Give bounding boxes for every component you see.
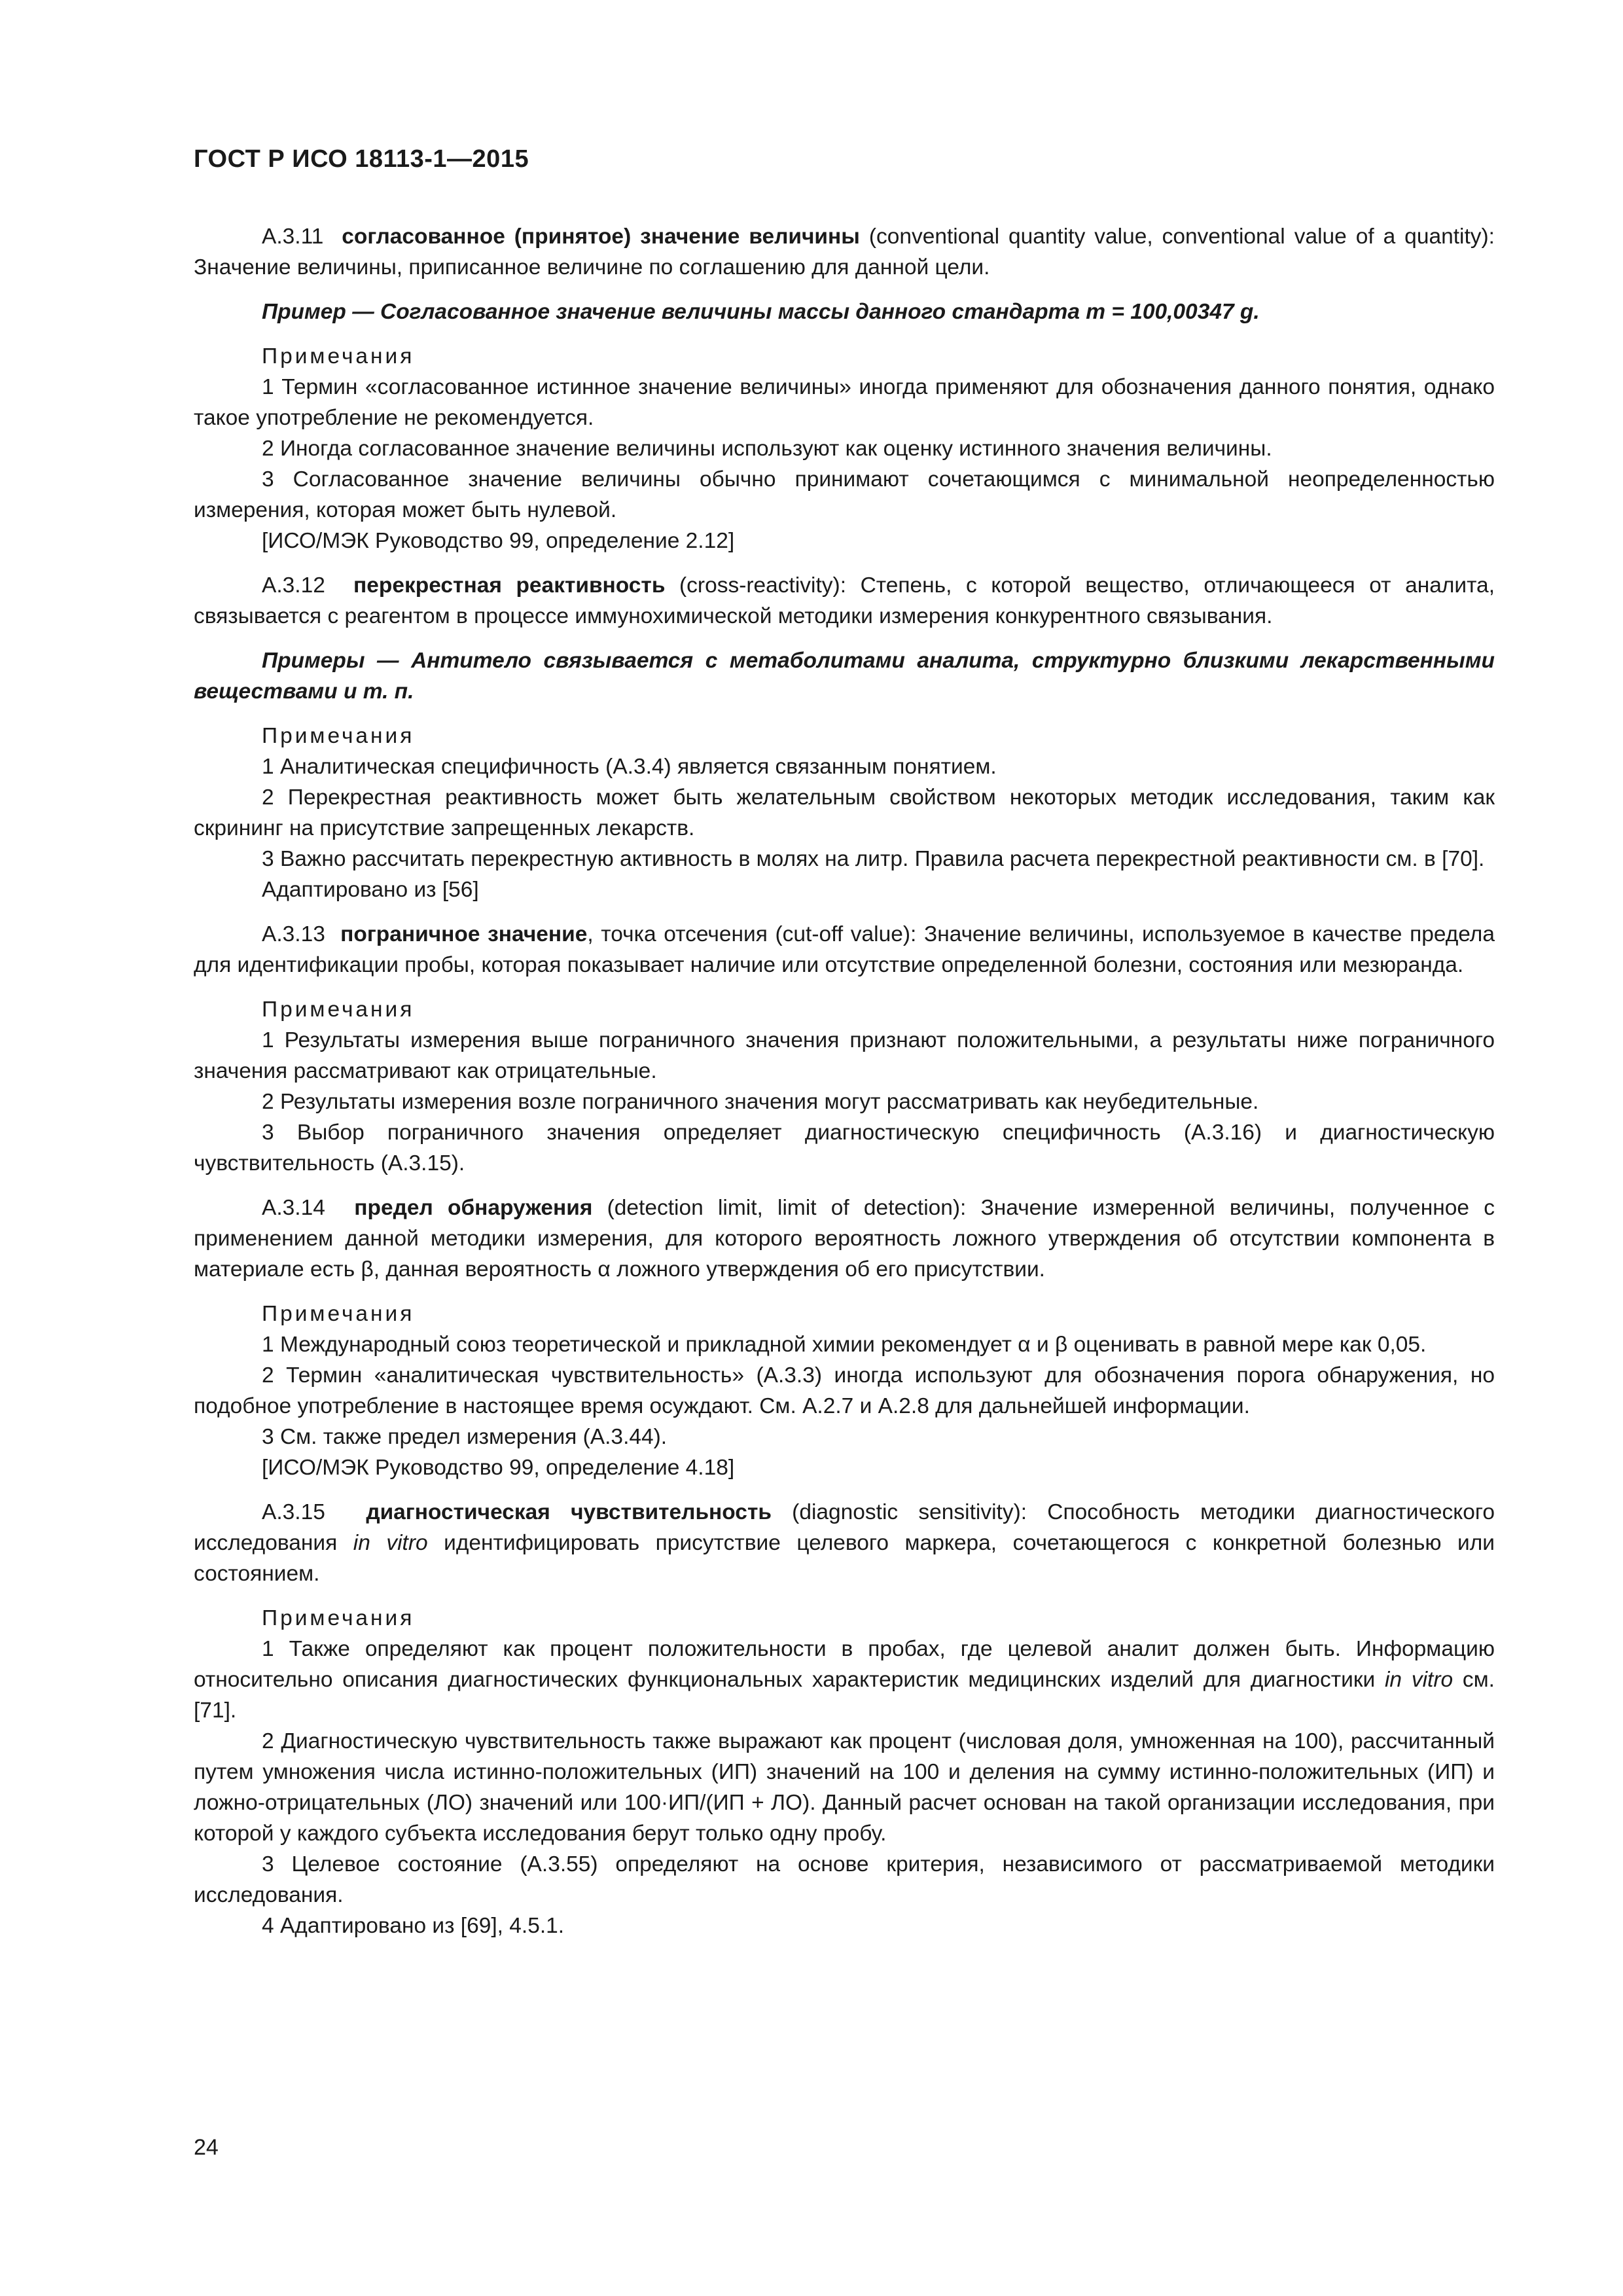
note: 4 Адаптировано из [69], 4.5.1. bbox=[262, 1914, 565, 1938]
term: пограничное значение bbox=[340, 922, 588, 946]
notes-heading: Примечания bbox=[262, 344, 415, 368]
note: 2 Результаты измерения возле пограничного значения могут рассматривать как неубедительные. bbox=[262, 1090, 1259, 1114]
notes-heading: Примечания bbox=[262, 997, 415, 1022]
source-reference: Адаптировано из [56] bbox=[262, 878, 479, 902]
note: 1 Термин «согласованное истинное значение величины» иногда применяют для обозначения данного понятия, однако такое употребление не рекомендуется. bbox=[194, 375, 1495, 430]
definition-text: (diagnostic sensitivity): Способность методики диагностического исследования bbox=[194, 1500, 1495, 1555]
term: предел обнаружения bbox=[354, 1196, 593, 1220]
note: 2 Перекрестная реактивность может быть желательным свойством некоторых методик исследования, таким как скрининг на присутствие запрещенных лекарств. bbox=[194, 785, 1495, 840]
in-vitro-term: in vitro bbox=[1384, 1668, 1454, 1692]
document-header: ГОСТ Р ИСО 18113-1—2015 bbox=[194, 145, 529, 173]
note-text: см. [71]. bbox=[194, 1668, 1495, 1723]
definition-text: (cross-reactivity): Степень, с которой вещество, отличающееся от аналита, связывается с реагентом в процессе иммунохимической методики измерения конкурентного связывания. bbox=[194, 573, 1495, 628]
definition-a311 bbox=[194, 221, 1495, 283]
note: 1 Аналитическая специфичность (А.3.4) является связанным понятием. bbox=[262, 755, 997, 779]
definition-a313 bbox=[194, 919, 1495, 980]
clause-number: А.3.14 bbox=[262, 1196, 325, 1220]
source-reference: [ИСО/МЭК Руководство 99, определение 4.18] bbox=[262, 1456, 735, 1480]
note: 2 Термин «аналитическая чувствительность» (А.3.3) иногда используют для обозначения порога обнаружения, но подобное употребление в настоящее время осуждают. См. А.2.7 и А.2.8 для дальнейшей информации. bbox=[194, 1363, 1495, 1418]
notes-heading: Примечания bbox=[262, 724, 415, 748]
note: 3 Целевое состояние (А.3.55) определяют на основе критерия, независимого от рассматриваемой методики исследования. bbox=[194, 1852, 1495, 1907]
clause-number: А.3.13 bbox=[262, 922, 325, 946]
note: 3 См. также предел измерения (А.3.44). bbox=[262, 1425, 668, 1449]
note: 3 Важно рассчитать перекрестную активность в молях на литр. Правила расчета перекрестной реактивности см. в [70]. bbox=[262, 847, 1485, 871]
definition-text: (detection limit, limit of detection): Значение измеренной величины, полученное с применением данной методики измерения, для которого вероятность ложного утверждения об отсутствии компонента в материале есть β, данная вероятность α ложного утверждения об его присутствии. bbox=[194, 1196, 1495, 1282]
note-text: 1 Также определяют как процент положительности в пробах, где целевой аналит должен быть. Информацию относительно описания диагностических функциональных характеристик медицинских изделий для диагностики bbox=[194, 1637, 1495, 1692]
source-reference: [ИСО/МЭК Руководство 99, определение 2.12] bbox=[262, 529, 735, 553]
clause-number: А.3.15 bbox=[262, 1500, 325, 1524]
note: 1 Международный союз теоретической и прикладной химии рекомендует α и β оценивать в равной мере как 0,05. bbox=[262, 1333, 1427, 1357]
definition-text: идентифицировать присутствие целевого маркера, сочетающегося с конкретной болезнью или состоянием. bbox=[194, 1531, 1495, 1586]
page-number: 24 bbox=[194, 2135, 219, 2160]
document-body bbox=[194, 221, 1495, 1941]
definition-text: , точка отсечения (cut-off value): Значение величины, используемое в качестве предела для идентификации пробы, которая показывает наличие или отсутствие определенной болезни, состояния или мезюранда. bbox=[194, 922, 1495, 977]
definition-a314 bbox=[194, 1193, 1495, 1285]
definition-a312 bbox=[194, 570, 1495, 632]
clause-number: А.3.12 bbox=[262, 573, 325, 598]
note: 1 Результаты измерения выше пограничного значения признают положительными, а результаты ниже пограничного значения рассматривают как отрицательные. bbox=[194, 1028, 1495, 1083]
notes-heading: Примечания bbox=[262, 1606, 415, 1630]
notes-heading: Примечания bbox=[262, 1302, 415, 1326]
term: согласованное (принятое) значение величины bbox=[342, 224, 860, 249]
definition-text: (conventional quantity value, conventional value of a quantity): Значение величины, приписанное величине по соглашению для данной цели. bbox=[194, 224, 1495, 279]
definition-a315 bbox=[194, 1497, 1495, 1589]
term: перекрестная реактивность bbox=[353, 573, 666, 598]
term: диагностическая чувствительность bbox=[366, 1500, 772, 1524]
note: 3 Выбор пограничного значения определяет диагностическую специфичность (А.3.16) и диагностическую чувствительность (А.3.15). bbox=[194, 1121, 1495, 1175]
note: 2 Диагностическую чувствительность также выражают как процент (числовая доля, умноженная на 100), рассчитанный путем умножения числа истинно-положительных (ИП) значений на 100 и деления на сумму истинно-положительных (ИП) и ложно-отрицательных (ЛО) значений или 100·ИП/(ИП + ЛО). Данный расчет основан на такой организации исследования, при которой у каждого субъекта исследования берут только одну пробу. bbox=[194, 1729, 1495, 1846]
note bbox=[194, 1634, 1495, 1726]
example: Пример — Согласованное значение величины массы данного стандарта m = 100,00347 g. bbox=[262, 300, 1260, 324]
note: 3 Согласованное значение величины обычно принимают сочетающимся с минимальной неопределенностью измерения, которая может быть нулевой. bbox=[194, 467, 1495, 522]
example: Примеры — Антитело связывается с метаболитами аналита, структурно близкими лекарственными веществами и т. п. bbox=[194, 649, 1495, 704]
in-vitro-term: in vitro bbox=[353, 1531, 428, 1555]
clause-number: А.3.11 bbox=[262, 224, 324, 249]
note: 2 Иногда согласованное значение величины используют как оценку истинного значения величины. bbox=[262, 437, 1272, 461]
